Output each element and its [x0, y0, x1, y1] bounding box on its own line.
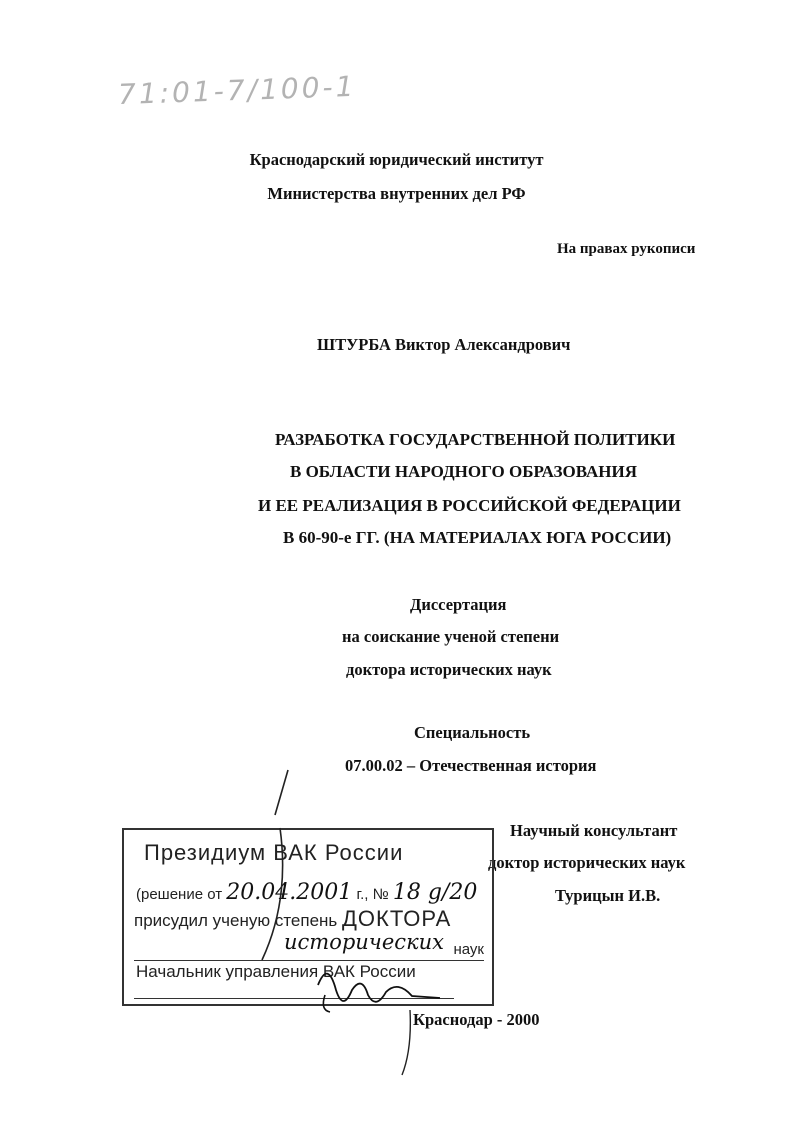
consultant-degree: доктор исторических наук	[488, 853, 686, 872]
pen-stroke-icon	[402, 1010, 410, 1075]
footer-city-year: Краснодар - 2000	[413, 1010, 540, 1029]
stamp-decision-prefix: (решение от	[136, 886, 223, 903]
author-name: ШТУРБА Виктор Александрович	[317, 335, 571, 354]
consultant-name: Турицын И.В.	[555, 886, 661, 905]
manuscript-note: На правах рукописи	[557, 241, 696, 257]
dissertation-field-line: доктора исторических наук	[346, 660, 552, 679]
stamp-field-suffix: наук	[453, 941, 484, 958]
pen-stroke-icon	[275, 770, 288, 815]
title-line-3: И ЕЕ РЕАЛИЗАЦИЯ В РОССИЙСКОЙ ФЕДЕРАЦИИ	[258, 496, 681, 515]
institution-line-1: Краснодарский юридический институт	[249, 150, 544, 169]
stamp-awarded-prefix: присудил ученую степень	[134, 911, 338, 930]
consultant-label: Научный консультант	[510, 821, 678, 840]
stamp-decision-line	[136, 880, 477, 905]
stamp-decision-year-suffix: г., №	[356, 886, 389, 903]
stamp-decision-number: 18 g/20	[392, 880, 478, 905]
dissertation-label: Диссертация	[410, 595, 507, 614]
stamp-head-line: Начальник управления ВАК России	[136, 962, 416, 981]
stamp-decision-date: 20.04.2001	[226, 880, 353, 905]
specialty-value: 07.00.02 – Отечественная история	[345, 756, 597, 775]
title-line-1: РАЗРАБОТКА ГОСУДАРСТВЕННОЙ ПОЛИТИКИ	[275, 430, 676, 449]
archive-number: 71:01-7/100-1	[117, 69, 357, 112]
dissertation-degree-line: на соискание ученой степени	[342, 627, 560, 646]
title-line-2: В ОБЛАСТИ НАРОДНОГО ОБРАЗОВАНИЯ	[290, 462, 637, 481]
stamp-awarded-line	[134, 906, 451, 932]
stamp-degree: ДОКТОРА	[342, 906, 452, 931]
stamp-signature-line	[134, 998, 454, 999]
stamp-field-line	[134, 930, 484, 961]
stamp-header: Президиум ВАК России	[144, 840, 404, 865]
stamp-field-handwritten: исторических	[284, 930, 444, 954]
title-line-4: В 60-90-е ГГ. (НА МАТЕРИАЛАХ ЮГА РОССИИ)	[283, 528, 672, 547]
specialty-label: Специальность	[414, 723, 531, 742]
vak-stamp	[122, 828, 494, 1006]
institution-line-2: Министерства внутренних дел РФ	[267, 184, 526, 203]
